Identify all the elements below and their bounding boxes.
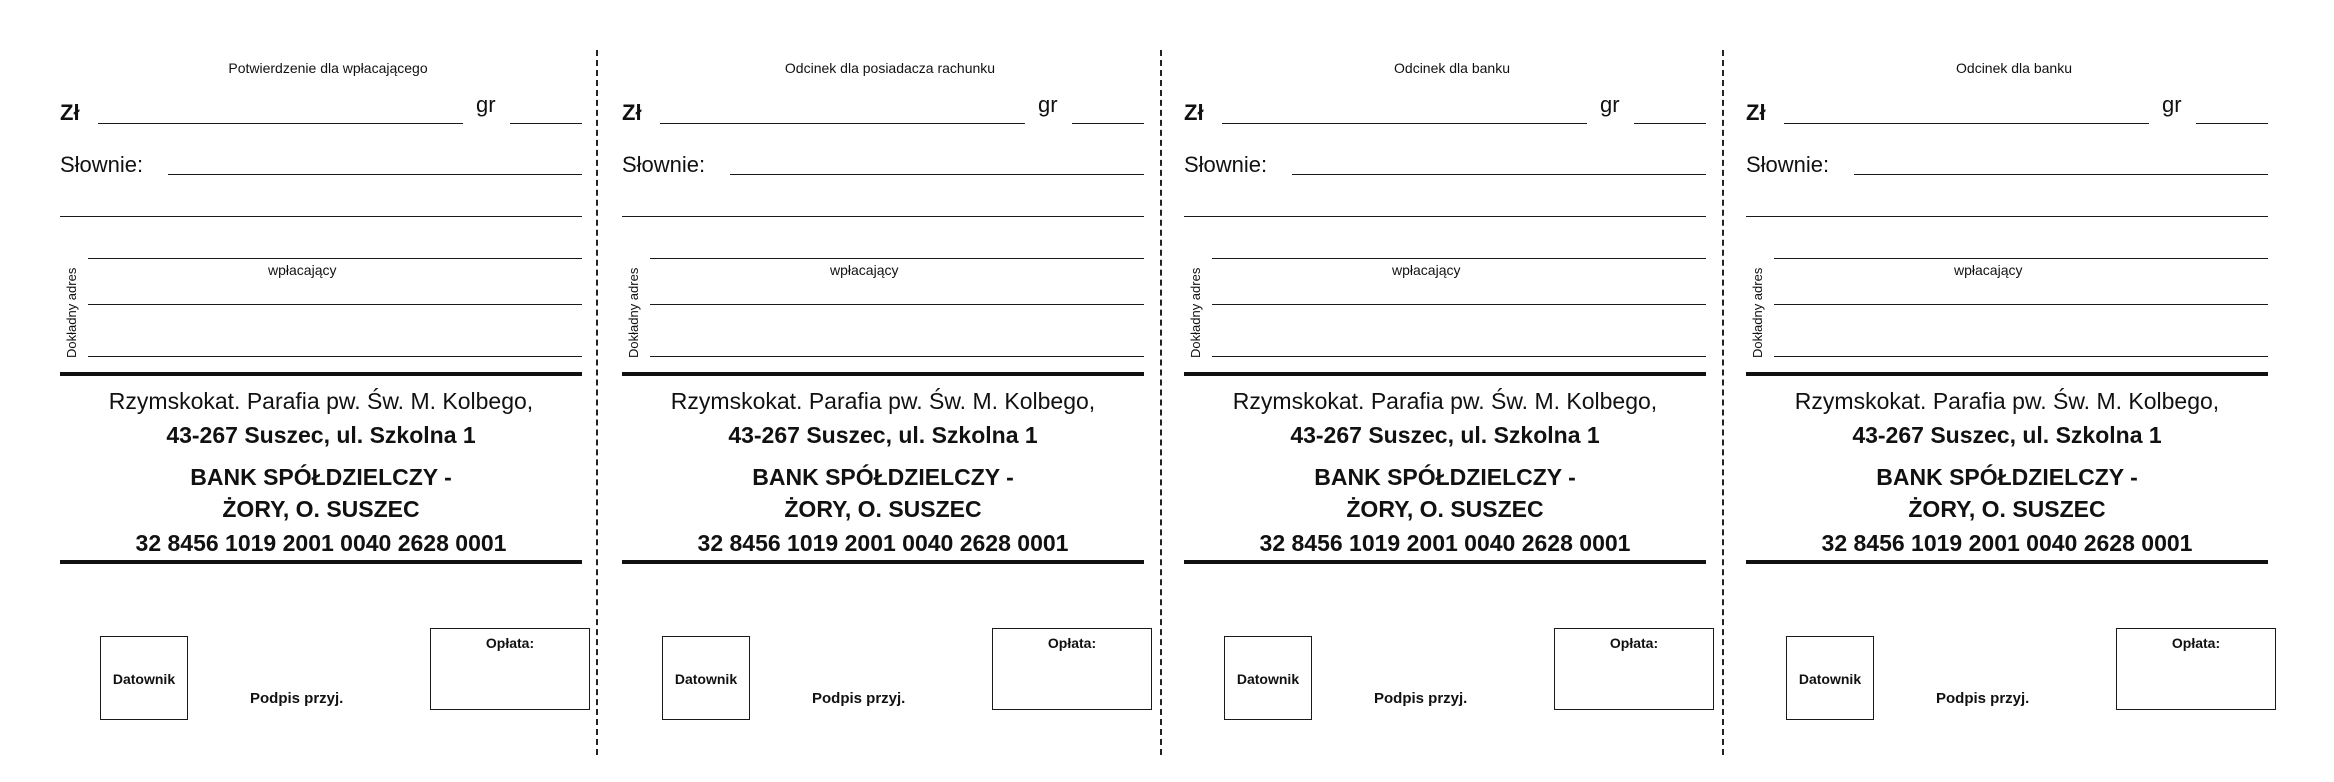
address-label: Dokładny adres <box>1750 267 1765 358</box>
slownie-label: Słownie: <box>1184 152 1268 177</box>
payee-address: 43-267 Suszec, ul. Szkolna 1 <box>166 422 476 448</box>
amount-in-words-field[interactable] <box>168 174 582 175</box>
bank-branch: ŻORY, O. SUSZEC <box>1346 496 1544 522</box>
payee-name: Rzymskokat. Parafia pw. Św. M. Kolbego, <box>670 388 1096 414</box>
divider <box>60 560 582 564</box>
divider <box>622 372 1144 376</box>
date-stamp-box <box>662 636 750 720</box>
datownik-label: Datownik <box>674 671 738 687</box>
address-label: Dokładny adres <box>1188 267 1203 358</box>
payer-address-field-1[interactable] <box>650 258 1144 259</box>
payer-address-field-2[interactable] <box>650 304 1144 305</box>
payer-label: wpłacający <box>1392 262 1461 278</box>
bank-name: BANK SPÓŁDZIELCZY - <box>190 464 452 490</box>
fee-label: Opłata: <box>1609 635 1659 651</box>
payee-name: Rzymskokat. Parafia pw. Św. M. Kolbego, <box>108 388 534 414</box>
signature-label: Podpis przyj. <box>1936 690 2030 707</box>
payer-label: wpłacający <box>268 262 337 278</box>
slownie-label: Słownie: <box>622 152 706 177</box>
deposit-slip <box>620 40 1160 760</box>
perforation-line <box>1160 50 1162 755</box>
bank-name: BANK SPÓŁDZIELCZY - <box>1314 464 1576 490</box>
datownik-label: Datownik <box>112 671 176 687</box>
slip-title: Odcinek dla posiadacza rachunku <box>784 60 996 76</box>
divider <box>1184 372 1706 376</box>
zl-amount-field[interactable] <box>98 123 463 124</box>
divider <box>622 560 1144 564</box>
payee-address: 43-267 Suszec, ul. Szkolna 1 <box>1290 422 1600 448</box>
payee-name: Rzymskokat. Parafia pw. Św. M. Kolbego, <box>1232 388 1658 414</box>
slownie-label: Słownie: <box>1746 152 1830 177</box>
gr-label: gr <box>1600 92 1620 117</box>
bank-branch: ŻORY, O. SUSZEC <box>1908 496 2106 522</box>
gr-amount-field[interactable] <box>2196 123 2268 124</box>
date-stamp-box <box>100 636 188 720</box>
fee-label: Opłata: <box>1047 635 1097 651</box>
slip-title: Odcinek dla banku <box>1956 60 2072 76</box>
zl-label: Zł <box>622 100 642 125</box>
account-number: 32 8456 1019 2001 0040 2628 0001 <box>135 530 507 556</box>
zl-label: Zł <box>1184 100 1204 125</box>
gr-amount-field[interactable] <box>1072 123 1144 124</box>
amount-in-words-field-2[interactable] <box>622 216 1144 217</box>
gr-label: gr <box>1038 92 1058 117</box>
divider <box>1184 560 1706 564</box>
zl-amount-field[interactable] <box>1784 123 2149 124</box>
bank-branch: ŻORY, O. SUSZEC <box>222 496 420 522</box>
deposit-slip <box>1744 40 2284 760</box>
bank-branch: ŻORY, O. SUSZEC <box>784 496 982 522</box>
amount-in-words-field[interactable] <box>1292 174 1706 175</box>
amount-in-words-field[interactable] <box>730 174 1144 175</box>
payer-address-field-3[interactable] <box>650 356 1144 357</box>
payer-address-field-2[interactable] <box>1774 304 2268 305</box>
fee-box <box>992 628 1152 710</box>
payer-address-field-3[interactable] <box>88 356 582 357</box>
gr-amount-field[interactable] <box>1634 123 1706 124</box>
zl-amount-field[interactable] <box>660 123 1025 124</box>
payer-address-field-1[interactable] <box>1212 258 1706 259</box>
gr-label: gr <box>2162 92 2182 117</box>
signature-label: Podpis przyj. <box>250 690 344 707</box>
bank-name: BANK SPÓŁDZIELCZY - <box>1876 464 2138 490</box>
divider <box>60 372 582 376</box>
signature-label: Podpis przyj. <box>1374 690 1468 707</box>
payer-label: wpłacający <box>830 262 899 278</box>
payee-address: 43-267 Suszec, ul. Szkolna 1 <box>1852 422 2162 448</box>
amount-in-words-field-2[interactable] <box>60 216 582 217</box>
payer-address-field-3[interactable] <box>1774 356 2268 357</box>
fee-box <box>430 628 590 710</box>
fee-box <box>2116 628 2276 710</box>
payee-address: 43-267 Suszec, ul. Szkolna 1 <box>728 422 1038 448</box>
account-number: 32 8456 1019 2001 0040 2628 0001 <box>1259 530 1631 556</box>
address-label: Dokładny adres <box>626 267 641 358</box>
address-label: Dokładny adres <box>64 267 79 358</box>
divider <box>1746 560 2268 564</box>
account-number: 32 8456 1019 2001 0040 2628 0001 <box>1821 530 2193 556</box>
datownik-label: Datownik <box>1236 671 1300 687</box>
slownie-label: Słownie: <box>60 152 144 177</box>
fee-label: Opłata: <box>2171 635 2221 651</box>
payer-address-field-2[interactable] <box>1212 304 1706 305</box>
payer-address-field-2[interactable] <box>88 304 582 305</box>
bank-name: BANK SPÓŁDZIELCZY - <box>752 464 1014 490</box>
payer-label: wpłacający <box>1954 262 2023 278</box>
divider <box>1746 372 2268 376</box>
datownik-label: Datownik <box>1798 671 1862 687</box>
amount-in-words-field-2[interactable] <box>1746 216 2268 217</box>
perforation-line <box>1722 50 1724 755</box>
gr-amount-field[interactable] <box>510 123 582 124</box>
payer-address-field-1[interactable] <box>88 258 582 259</box>
zl-label: Zł <box>60 100 80 125</box>
amount-in-words-field-2[interactable] <box>1184 216 1706 217</box>
date-stamp-box <box>1786 636 1874 720</box>
payee-name: Rzymskokat. Parafia pw. Św. M. Kolbego, <box>1794 388 2220 414</box>
account-number: 32 8456 1019 2001 0040 2628 0001 <box>697 530 1069 556</box>
deposit-slip <box>58 40 598 760</box>
zl-label: Zł <box>1746 100 1766 125</box>
signature-label: Podpis przyj. <box>812 690 906 707</box>
gr-label: gr <box>476 92 496 117</box>
payer-address-field-1[interactable] <box>1774 258 2268 259</box>
slip-title: Potwierdzenie dla wpłacającego <box>228 60 428 76</box>
slip-title: Odcinek dla banku <box>1394 60 1510 76</box>
fee-label: Opłata: <box>485 635 535 651</box>
date-stamp-box <box>1224 636 1312 720</box>
zl-amount-field[interactable] <box>1222 123 1587 124</box>
payer-address-field-3[interactable] <box>1212 356 1706 357</box>
amount-in-words-field[interactable] <box>1854 174 2268 175</box>
deposit-slip <box>1182 40 1722 760</box>
fee-box <box>1554 628 1714 710</box>
